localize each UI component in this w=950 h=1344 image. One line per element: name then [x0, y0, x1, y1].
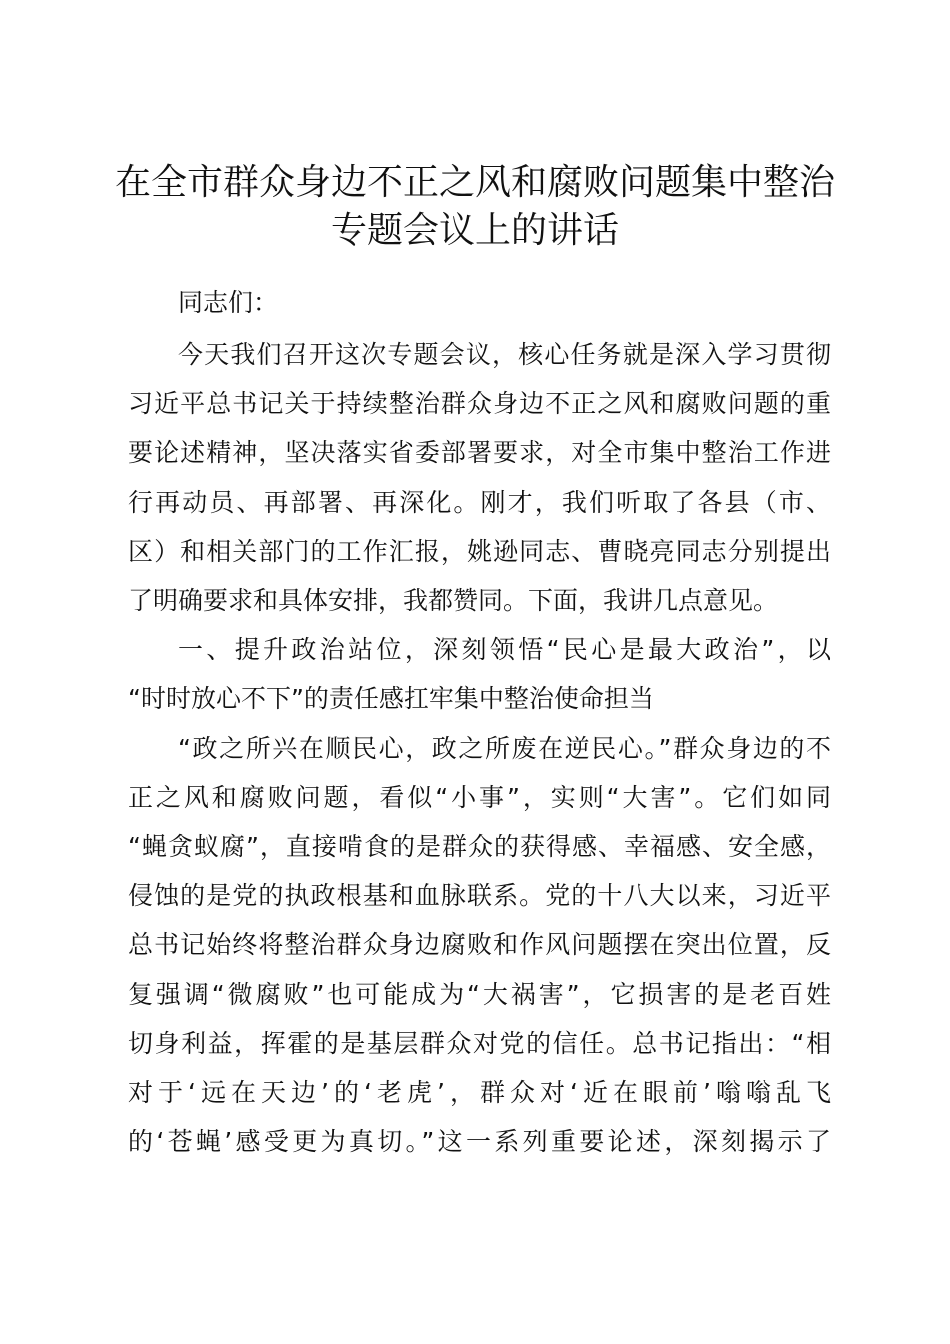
document-title-line-1: 在全市群众身边不正之风和腐败问题集中整治 [114, 162, 835, 203]
paragraph-line: 的‘苍蝇’感受更为真切。”这一系列重要论述，深刻揭示了 [128, 1127, 831, 1156]
paragraph-line: 要论述精神，坚决落实省委部署要求，对全市集中整治工作进 [128, 438, 831, 467]
paragraph-line: “时时放心不下”的责任感扛牢集中整治使命担当 [128, 684, 654, 713]
paragraph-line: 切身利益，挥霍的是基层群众对党的信任。总书记指出：“相 [128, 1029, 831, 1058]
paragraph-line: “政之所兴在顺民心，政之所废在逆民心。”群众身边的不 [178, 734, 831, 763]
paragraph-line: “蝇贪蚁腐”，直接啃食的是群众的获得感、幸福感、安全感， [128, 832, 831, 861]
paragraph-line: 对于‘远在天边’的‘老虎’，群众对‘近在眼前’嗡嗡乱飞 [128, 1078, 831, 1107]
paragraph-line: 总书记始终将整治群众身边腐败和作风问题摆在突出位置，反 [128, 930, 831, 959]
document-title-line-2: 专题会议上的讲话 [330, 210, 619, 251]
paragraph-line: 了明确要求和具体安排，我都赞同。下面，我讲几点意见。 [128, 586, 779, 615]
paragraph-line: 行再动员、再部署、再深化。刚才，我们听取了各县（市、 [128, 488, 831, 517]
paragraph-line: 区）和相关部门的工作汇报，姚逊同志、曹晓亮同志分别提出 [128, 537, 831, 566]
paragraph-line: 习近平总书记关于持续整治群众身边不正之风和腐败问题的重 [128, 389, 831, 418]
paragraph-line: 一、提升政治站位，深刻领悟“民心是最大政治”，以 [178, 635, 831, 664]
paragraph-line: 复强调“微腐败”也可能成为“大祸害”，它损害的是老百姓 [128, 980, 831, 1009]
paragraph-line: 今天我们召开这次专题会议，核心任务就是深入学习贯彻 [178, 340, 831, 369]
paragraph-line: 侵蚀的是党的执政根基和血脉联系。党的十八大以来，习近平 [128, 881, 831, 910]
paragraph-line: 正之风和腐败问题，看似“小事”，实则“大害”。它们如同 [128, 783, 831, 812]
salutation: 同志们： [178, 288, 279, 317]
